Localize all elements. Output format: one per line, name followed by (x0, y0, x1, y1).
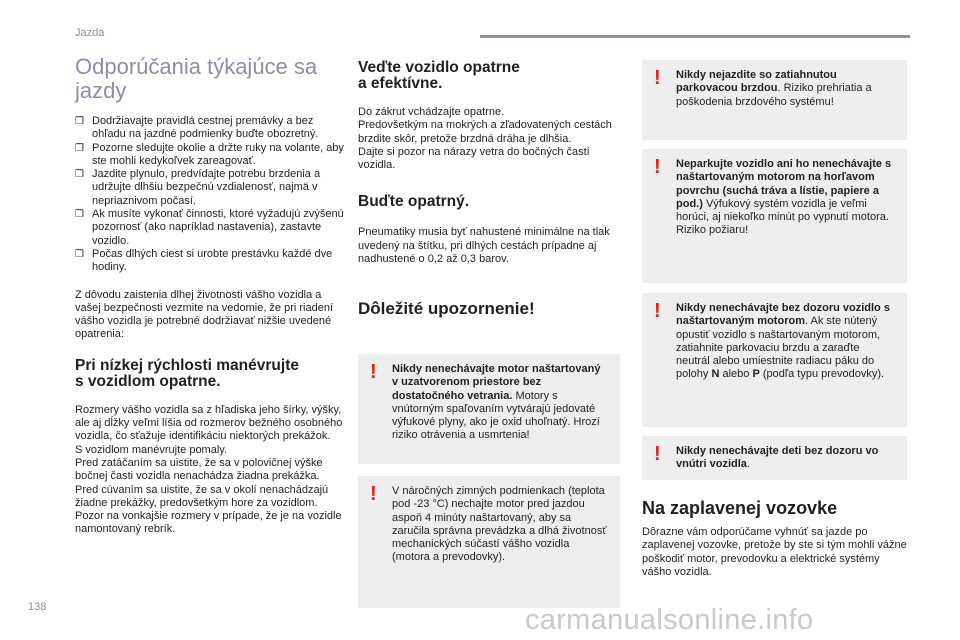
warning-box-unattended-vehicle: ! Nikdy nenechávajte bez dozoru vozidlo s naštartovaným motorom. Ak ste nútený opustiť vozidlo s naštartovaným motorom, zatiahnite parkovaciu brzdu a zaraďte neutrál alebo umiestnite radiacu páku do polohy N alebo P (podľa typu prevodovky). (642, 293, 907, 427)
page-title: Odporúčania týkajúce sa jazdy (75, 54, 318, 103)
list-item: ❒ Pozorne sledujte okolie a držte ruky na volante, aby ste mohli kedykoľvek zareagovať. (75, 141, 344, 167)
warning-box-winter: ! V náročných zimných podmienkach (teplota pod -23 °C) nechajte motor pred jazdou aspoň 4 minúty naštartovaný, aby sa zaručila správna prevádzka a dlhá životnosť mechanických súčastí vášho vozidla (motora a prevodovky). (358, 476, 620, 608)
column-middle (358, 60, 620, 329)
flooded-heading: Na zaplavenej vozovke (642, 498, 838, 518)
ballot-box-icon: ❒ (75, 142, 84, 154)
watermark: carmanualsonline.info (525, 604, 814, 636)
cautious-heading: Buďte opatrný. (358, 193, 470, 211)
warning-box-parking-brake: ! Nikdy nejazdite so zatiahnutou parkovacou brzdou. Riziko prehriatia a poškodenia brzdového systému! (642, 60, 907, 140)
warning-icon: ! (654, 443, 661, 465)
flooded-text: Dôrazne vám odporúčame vyhnúť sa jazde po zaplavenej vozovke, pretože by ste si tým mohli vážne poškodiť motor, prevodovku a elektrické systémy vášho vozidla. (642, 526, 907, 578)
list-item: ❒ Dodržiavajte pravidlá cestnej premávky a bez ohľadu na jazdné podmienky buďte obozretný. (75, 115, 319, 141)
warning-icon: ! (370, 361, 377, 383)
ballot-box-icon: ❒ (75, 248, 84, 260)
warning-icon: ! (654, 67, 661, 89)
warning-icon: ! (654, 156, 661, 178)
ballot-box-icon: ❒ (75, 209, 84, 221)
low-speed-heading: Pri nízkej rýchlosti manévrujte s vozidlom opatrne. (75, 356, 299, 390)
ballot-box-icon: ❒ (75, 169, 84, 181)
list-item: ❒ Ak musíte vykonať činnosti, ktoré vyžadujú zvýšenú pozornosť (ako napríklad nastavenia), zastavte vozidlo. (75, 208, 344, 247)
careful-text: Do zákrut vchádzajte opatrne. Predovšetkým na mokrých a zľadovatených cestách brzdite skôr, pretože brzdná dráha je dlhšia. Dajte si pozor na nárazy vetra do bočných častí vozidla. (358, 106, 612, 172)
section-title: Jazda (75, 27, 105, 39)
page-number: 138 (28, 601, 47, 613)
list-item: ❒ Jazdite plynulo, predvídajte potrebu brzdenia a udržujte dlhšiu bezpečnú vzdialenosť, najmä v nepriaznivom počasí. (75, 168, 321, 207)
low-speed-text: Rozmery vášho vozidla sa z hľadiska jeho šírky, výšky, ale aj dĺžky veľmi líšia od rozmerov bežného osobného vozidla, čo sťažuje identifikáciu niektorých prekážok. S vozidlom manévrujte pomaly. Pred zatáčaním sa uistite, že sa v polovičnej výške bočnej časti vozidla nenachádza žiadna prekážka. Pred cúvaním sa uistite, že sa v okolí nenachádzajú žiadne prekážky, predovšetkým hore za vozidlom. Pozor na vonkajšie rozmery v prípade, že je na vozidle namontovaný rebrík. (75, 403, 343, 536)
column-left (75, 55, 345, 537)
important-heading: Dôležité upozornenie! (358, 299, 535, 319)
warning-box-children: ! Nikdy nenechávajte deti bez dozoru vo vnútri vozidla. (642, 436, 907, 480)
warning-icon: ! (654, 300, 661, 322)
recommendations-list (75, 115, 345, 275)
careful-heading: Veďte vozidlo opatrne a efektívne. (358, 59, 520, 92)
warning-box-flammable: ! Neparkujte vozidlo ani ho nenechávajte s naštartovaným motorom na horľavom povrchu (suchá tráva a lístie, papiere a pod.) Výfukový systém vozidla je veľmi horúci, aj niekoľko minút po vypnutí motora. Riziko požiaru! (642, 149, 907, 283)
header-bar (480, 35, 910, 38)
ballot-box-icon: ❒ (75, 116, 84, 127)
intro-paragraph: Z dôvodu zaistenia dlhej životnosti vášho vozidla a vašej bezpečnosti vezmite na vedomie, že pri riadení vášho vozidla je potrebné dodržiavať nižšie uvedené opatrenia: (75, 288, 334, 341)
cautious-text: Pneumatiky musia byť nahustené minimálne na tlak uvedený na štítku, pri dlhých cestách prípadne aj nadhustené o 0,2 až 0,3 barov. (358, 226, 610, 266)
list-item: ❒ Počas dlhých ciest si urobte prestávku každé dve hodiny. (75, 247, 333, 274)
flooded-section (642, 498, 910, 579)
warning-icon: ! (370, 483, 377, 505)
warning-box-motor-enclosed: ! Nikdy nenechávajte motor naštartovaný v uzatvorenom priestore bez dostatočného vetrania. Motory s vnútorným spaľovaním vytvárajú jedovaté výfukové plyny, ako je oxid uhoľnatý. Hrozí riziko otrávenia a usmrtenia! (358, 354, 620, 464)
